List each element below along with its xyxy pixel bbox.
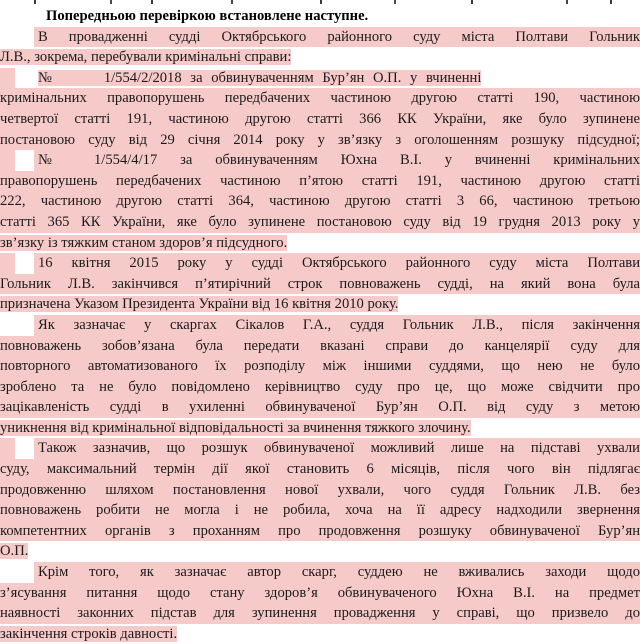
- section-heading: Попередньою перевіркою встановлене наступне.: [46, 8, 369, 24]
- text-line: повноважень зобов’язана була передати вказані справи до канцелярії суду для: [0, 336, 640, 357]
- text-line: [0, 541, 640, 562]
- cropped-top-line-fragments: [0, 0, 2, 4]
- text-line: зроблено та не було повідомлено керівництво суду про це, що може свідчити про: [0, 377, 640, 398]
- text-line: повторного автоматизованого їх розподілу між іншими суддями, що нею не було: [0, 356, 640, 377]
- document-text-block: [0, 6, 640, 644]
- text-line: [0, 68, 640, 89]
- highlighted-text: призначена Указом Президента України від 16 квітня 2010 року.: [0, 296, 399, 313]
- text-line: компетентних органів з проханням про продовження розшуку обвинуваченої Бур’ян: [0, 521, 640, 542]
- text-line: Як зазначає у скаргах Сікалов Г.А., суддя Гольник Л.В., після закінчення: [0, 315, 640, 336]
- highlighted-text: зв’язку із тяжким станом здоров’я підсудного.: [0, 234, 288, 251]
- text-line: 222, частиною другою статті 364, частиною другою статті 3 66, частиною третьою: [0, 191, 640, 212]
- text-line: кримінальних правопорушень передбачених частиною другою статті 190, частиною: [0, 88, 640, 109]
- text-line: статті 365 КК України, яке було зупинене постановою суду від 19 грудня 2013 року у: [0, 212, 640, 233]
- highlighted-text: Л.В., зокрема, перебували кримінальні справи:: [0, 49, 292, 66]
- text-line: четвертої статті 191, частиною другою статті 366 КК України, яке було зупинене: [0, 109, 640, 130]
- text-line: суду, максимальний термін дії якої становить 6 місяців, після чого він підлягає: [0, 459, 640, 480]
- text-line: Також зазначив, що розшук обвинуваченої можливий лише на підставі ухвали: [0, 438, 640, 459]
- text-line: Крім того, як зазначає автор скарг, суддею не вживались заходи щодо: [0, 562, 640, 583]
- text-line: Гольник Л.В. закінчився п’ятирічний строк повноважень судді, на який вона була: [0, 274, 640, 295]
- text-line: з’ясування питання щодо стану здоров’я обвинуваченого Юхна В.І. на предмет: [0, 583, 640, 604]
- text-line: 16 квітня 2015 року у судді Октябрського районного суду міста Полтави: [0, 253, 640, 274]
- text-line: продовженню шляхом постановлення нової ухвали, чого суддя Гольник Л.В. без: [0, 480, 640, 501]
- text-line: правопорушень передбачених частиною п’ятою статті 191, частиною другою статті: [0, 171, 640, 192]
- text-line: В провадженні судді Октябрського районного суду міста Полтави Гольник: [0, 27, 640, 48]
- highlighted-text: уникнення від кримінальної відповідальності за вчинення тяжкого злочину.: [0, 419, 471, 436]
- text-line: наявності законних підстав для зупинення провадження у справі, що призвело до: [0, 603, 640, 624]
- text-line: [0, 233, 640, 254]
- highlighted-text: закінчення строків давності.: [0, 625, 178, 642]
- text-line: [0, 624, 640, 644]
- highlighted-text: О.П.: [0, 543, 29, 560]
- text-line: [0, 294, 640, 315]
- text-line: повноважень робити не могла і не робила, хоча на її адресу надходили звернення: [0, 500, 640, 521]
- text-line: [0, 47, 640, 68]
- text-line: постановою суду від 29 січня 2014 року у зв’язку з оголошенням розшуку підсудної;: [0, 130, 640, 151]
- text-line: [0, 418, 640, 439]
- highlighted-text: № 1/554/2/2018 за обвинуваченням Бур’ян О.П. у вчиненні: [38, 69, 482, 86]
- text-line: зацікавленість судді в ухиленні обвинуваченої Бур’ян О.П. від суду з метою: [0, 397, 640, 418]
- text-line: № 1/554/4/17 за обвинуваченням Юхна В.І. у вчиненні кримінальних: [0, 150, 640, 171]
